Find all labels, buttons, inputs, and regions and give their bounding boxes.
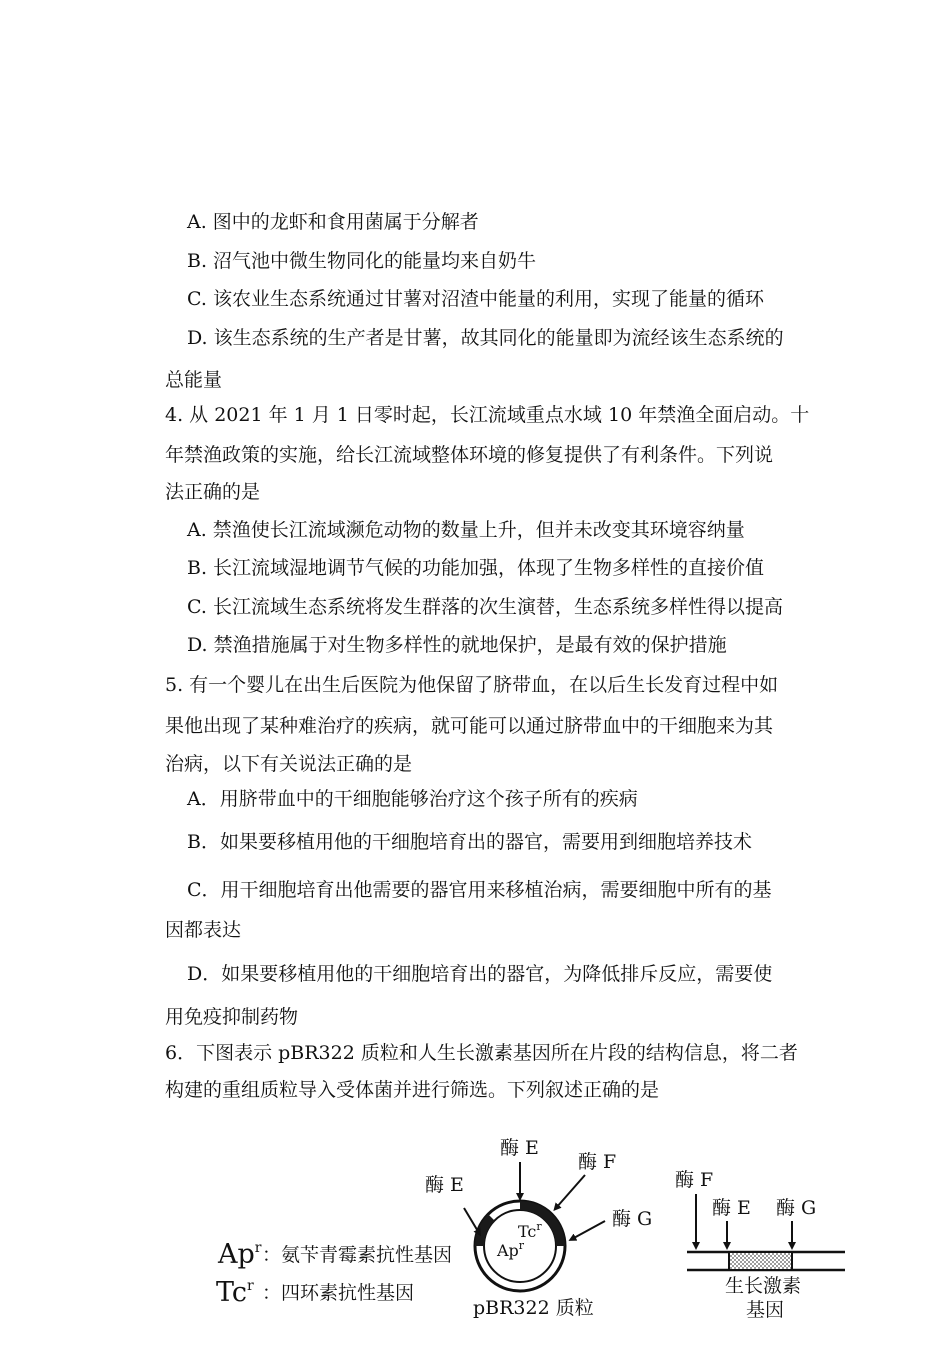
plasmid-enzyme-e-top-label: 酶 E xyxy=(500,1137,539,1159)
enzyme-e-left-arrow xyxy=(464,1208,479,1233)
gene-caption-line1: 生长激素 xyxy=(725,1275,802,1297)
gene-caption-line2: 基因 xyxy=(746,1299,785,1321)
q5-option-b: B．如果要移植用他的干细胞培育出的器官，需要用到细胞培养技术 xyxy=(187,831,752,853)
legend-apr-symbol: Ap$^r$ xyxy=(218,1239,262,1270)
gene-segment xyxy=(729,1252,792,1270)
enzyme-f-plasmid-arrow xyxy=(556,1175,585,1208)
q5-option-a: A．用脐带血中的干细胞能够治疗这个孩子所有的疾病 xyxy=(187,788,638,810)
q3-option-d-line1: D. 该生态系统的生产者是甘薯，故其同化的能量即为流经该生态系统的 xyxy=(187,327,784,349)
gene-enzyme-e-label: 酶 E xyxy=(712,1197,751,1219)
q6-stem-line1: 6．下图表示 pBR322 质粒和人生长激素基因所在片段的结构信息，将二者 xyxy=(165,1042,798,1064)
q3-option-d-line2: 总能量 xyxy=(165,369,223,391)
q5-stem-line2: 果他出现了某种难治疗的疾病，就可能可以通过脐带血中的干细胞来为其 xyxy=(165,715,774,737)
plasmid-apr-label: Ap$^r$ xyxy=(497,1239,525,1260)
q4-option-a: A. 禁渔使长江流域濒危动物的数量上升，但并未改变其环境容纳量 xyxy=(187,519,745,541)
growth-hormone-gene-diagram xyxy=(675,1169,845,1321)
plasmid-enzyme-f-label: 酶 F xyxy=(578,1151,617,1173)
q5-option-d-line1: D．如果要移植用他的干细胞培育出的器官，为降低排斥反应，需要使 xyxy=(187,963,773,985)
q5-option-d-line2: 用免疫抑制药物 xyxy=(165,1006,299,1028)
q4-option-b: B. 长江流域湿地调节气候的功能加强，体现了生物多样性的直接价值 xyxy=(187,557,765,579)
q3-option-c: C. 该农业生态系统通过甘薯对沼渣中能量的利用，实现了能量的循环 xyxy=(187,288,764,310)
q5-option-c-line1: C．用干细胞培育出他需要的器官用来移植治病，需要细胞中所有的基 xyxy=(187,879,772,901)
legend-tcr-description: ：四环素抗性基因 xyxy=(262,1282,415,1304)
legend xyxy=(216,1239,452,1308)
plasmid-figure xyxy=(200,1125,880,1340)
q6-stem-line2: 构建的重组质粒导入受体菌并进行筛选。下列叙述正确的是 xyxy=(165,1079,660,1101)
plasmid-caption: pBR322 质粒 xyxy=(473,1297,594,1319)
q5-option-c-line2: 因都表达 xyxy=(165,919,242,941)
q5-stem-line3: 治病，以下有关说法正确的是 xyxy=(165,753,413,775)
q3-option-b: B. 沼气池中微生物同化的能量均来自奶牛 xyxy=(187,250,537,272)
q4-option-d: D. 禁渔措施属于对生物多样性的就地保护，是最有效的保护措施 xyxy=(187,634,727,656)
plasmid-enzyme-g-label: 酶 G xyxy=(612,1208,653,1230)
q4-stem-line3: 法正确的是 xyxy=(165,481,261,503)
plasmid-tcr-label: Tc$^r$ xyxy=(518,1220,542,1241)
q3-option-a: A. 图中的龙虾和食用菌属于分解者 xyxy=(187,211,479,233)
plasmid-diagram xyxy=(425,1137,652,1319)
gene-enzyme-f-label: 酶 F xyxy=(675,1169,714,1191)
q4-option-c: C. 长江流域生态系统将发生群落的次生演替，生态系统多样性得以提高 xyxy=(187,596,783,618)
legend-tcr-symbol: Tc$^r$ xyxy=(216,1277,254,1308)
gene-enzyme-g-label: 酶 G xyxy=(776,1197,817,1219)
legend-apr-description: ：氨苄青霉素抗性基因 xyxy=(262,1244,453,1266)
q5-stem-line1: 5. 有一个婴儿在出生后医院为他保留了脐带血，在以后生长发育过程中如 xyxy=(165,674,779,696)
enzyme-g-plasmid-arrow xyxy=(572,1221,605,1239)
q4-stem-line1: 4. 从 2021 年 1 月 1 日零时起，长江流域重点水域 10 年禁渔全面启动。十 xyxy=(165,404,810,426)
q4-stem-line2: 年禁渔政策的实施，给长江流域整体环境的修复提供了有利条件。下列说 xyxy=(165,444,774,466)
plasmid-enzyme-e-left-label: 酶 E xyxy=(425,1174,464,1196)
